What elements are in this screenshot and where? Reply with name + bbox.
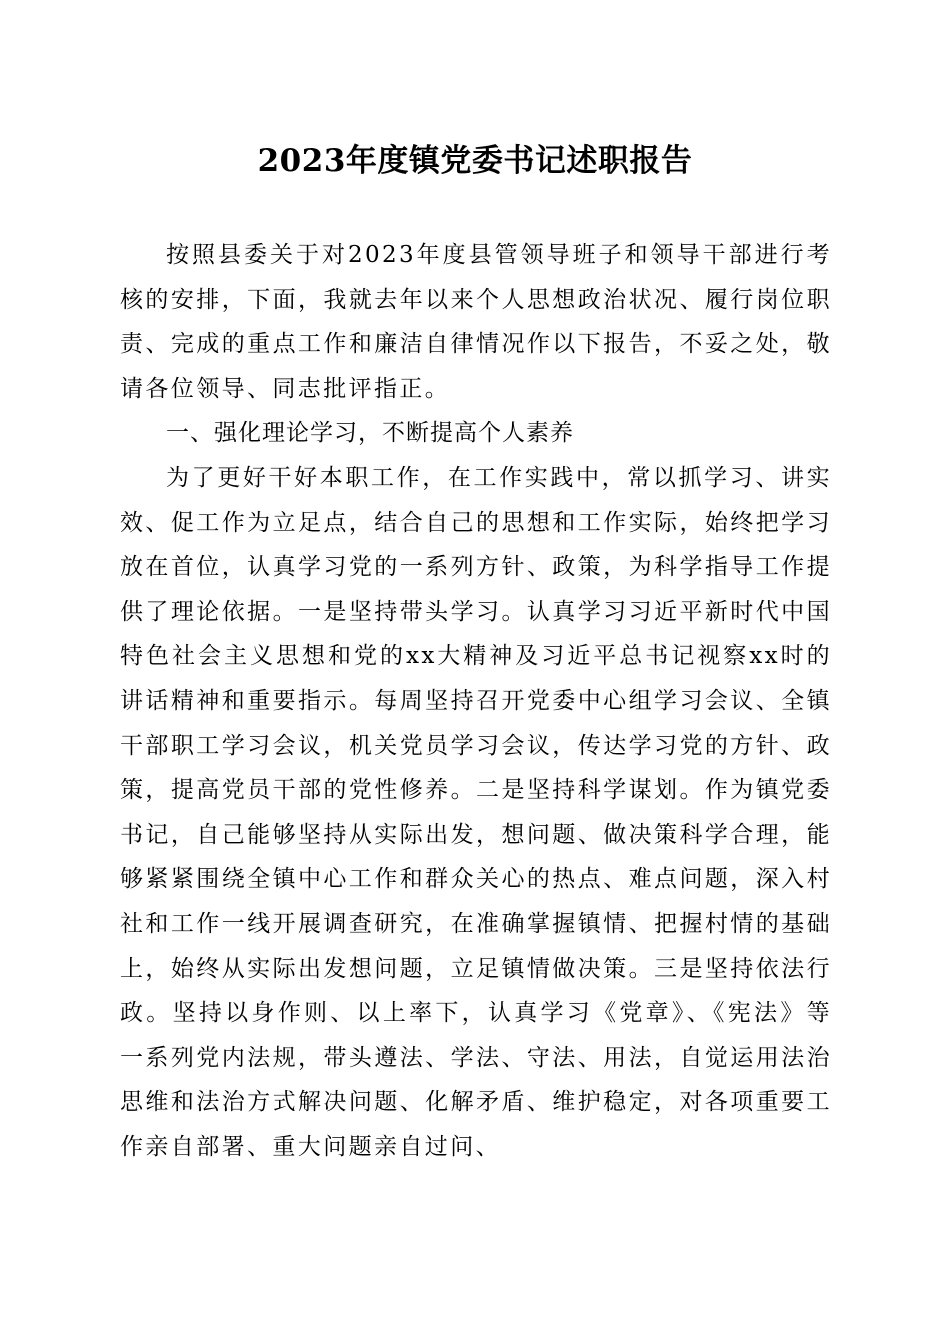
section-paragraph-1: 为了更好干好本职工作，在工作实践中，常以抓学习、讲实效、促工作为立足点，结合自己的思想和工作实际，始终把学习放在首位，认真学习党的一系列方针、政策，为科学指导工作提供了理论依据。一是坚持带头学习。认真学习习近平新时代中国特色社会主义思想和党的xx大精神及习近平总书记视察xx时的讲话精神和重要指示。每周坚持召开党委中心组学习会议、全镇干部职工学习会议，机关党员学习会议，传达学习党的方针、政策，提高党员干部的党性修养。二是坚持科学谋划。作为镇党委书记，自己能够坚持从实际出发，想问题、做决策科学合理，能够紧紧围绕全镇中心工作和群众关心的热点、难点问题，深入村社和工作一线开展调查研究，在准确掌握镇情、把握村情的基础上，始终从实际出发想问题，立足镇情做决策。三是坚持依法行政。坚持以身作则、以上率下，认真学习《党章》、《宪法》等一系列党内法规，带头遵法、学法、守法、用法，自觉运用法治思维和法治方式解决问题、化解矛盾、维护稳定，对各项重要工作亲自部署、重大问题亲自过问、 (120, 464, 832, 1160)
document-title: 2023年度镇党委书记述职报告 (257, 143, 693, 179)
document-body (120, 233, 832, 1169)
section-heading-1: 一、强化理论学习，不断提高个人素养 (166, 420, 574, 447)
intro-paragraph: 按照县委关于对2023年度县管领导班子和领导干部进行考核的安排，下面，我就去年以来个人思想政治状况、履行岗位职责、完成的重点工作和廉洁自律情况作以下报告，不妥之处，敬请各位领导、同志批评指正。 (120, 242, 832, 402)
